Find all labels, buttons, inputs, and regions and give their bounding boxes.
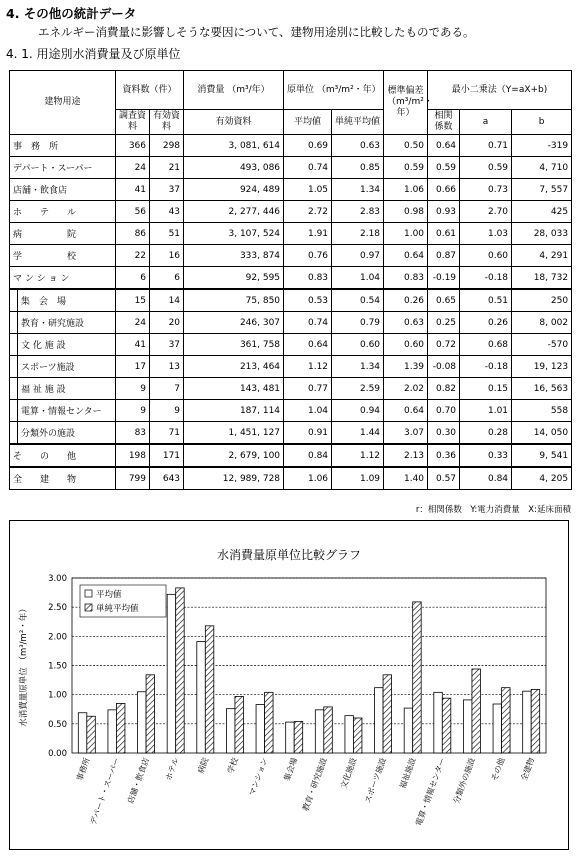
bar-average <box>138 692 147 753</box>
table-row <box>10 444 572 467</box>
cell-avg: 1.91 <box>284 223 332 245</box>
cell-simple: 1.12 <box>332 444 384 467</box>
header-lsq: 最小二乗法（Y=aX+b) <box>428 71 572 110</box>
cell-consumption: 2, 679, 100 <box>184 444 284 467</box>
cell-a: -0.18 <box>460 356 512 378</box>
cell-valid: 14 <box>150 289 184 312</box>
bar-average <box>286 722 295 753</box>
legend-swatch <box>85 604 92 611</box>
header-use: 建物用途 <box>10 71 116 135</box>
cell-b: 28, 033 <box>512 223 572 245</box>
cell-simple: 2.83 <box>332 201 384 223</box>
cell-r: 0.30 <box>428 422 460 445</box>
cell-b: 425 <box>512 201 572 223</box>
cell-surveyed: 22 <box>116 245 150 267</box>
group-indent <box>10 378 18 400</box>
bar-average <box>434 692 443 753</box>
cell-surveyed: 83 <box>116 422 150 445</box>
y-tick-label: 0.00 <box>48 749 67 759</box>
cell-surveyed: 198 <box>116 444 150 467</box>
cell-r: 0.82 <box>428 378 460 400</box>
table-row <box>10 223 572 245</box>
cell-avg: 0.76 <box>284 245 332 267</box>
cell-a: 0.84 <box>460 467 512 490</box>
header-average: 平均値 <box>284 110 332 135</box>
table-row <box>10 467 572 490</box>
legend-swatch <box>85 590 92 597</box>
cell-sd: 1.00 <box>384 223 428 245</box>
bar-average <box>226 709 235 753</box>
cell-a: 2.70 <box>460 201 512 223</box>
bar-simple-average <box>353 718 362 753</box>
cell-consumption: 361, 758 <box>184 334 284 356</box>
header-valid-data: 有効資料 <box>184 110 284 135</box>
cell-avg: 1.04 <box>284 400 332 422</box>
bar-simple-average <box>146 675 155 753</box>
bar-simple-average <box>176 588 185 753</box>
cell-a: 0.51 <box>460 289 512 312</box>
header-simple-average: 単純平均値 <box>332 110 384 135</box>
y-tick-label: 2.00 <box>48 632 67 643</box>
y-tick-label: 0.50 <box>48 719 67 730</box>
group-indent <box>10 400 18 422</box>
bar-average <box>256 705 265 753</box>
table-row <box>10 422 572 445</box>
cell-b: 4, 291 <box>512 245 572 267</box>
cell-a: 1.01 <box>460 400 512 422</box>
table-row <box>10 179 572 201</box>
x-tick-label: マンション <box>247 756 270 797</box>
cell-r: 0.66 <box>428 179 460 201</box>
cell-consumption: 924, 489 <box>184 179 284 201</box>
cell-consumption: 3, 107, 524 <box>184 223 284 245</box>
cell-valid: 16 <box>150 245 184 267</box>
cell-avg: 0.74 <box>284 157 332 179</box>
cell-valid: 7 <box>150 378 184 400</box>
x-tick-label: 全建物 <box>519 756 537 783</box>
bar-simple-average <box>205 626 214 753</box>
cell-b: 7, 557 <box>512 179 572 201</box>
cell-r: 0.65 <box>428 289 460 312</box>
cell-a: 0.15 <box>460 378 512 400</box>
cell-valid: 37 <box>150 334 184 356</box>
cell-avg: 0.53 <box>284 289 332 312</box>
cell-a: 0.60 <box>460 245 512 267</box>
cell-r: 0.93 <box>428 201 460 223</box>
cell-avg: 0.77 <box>284 378 332 400</box>
header-correlation: 相関係数 <box>428 110 460 135</box>
header-b: b <box>512 110 572 135</box>
bar-simple-average <box>413 602 422 753</box>
row-label: 事 務 所 <box>10 135 116 157</box>
x-tick-label: 病院 <box>196 756 211 775</box>
cell-simple: 1.34 <box>332 356 384 378</box>
bar-chart <box>10 521 568 849</box>
cell-valid: 51 <box>150 223 184 245</box>
cell-simple: 0.60 <box>332 334 384 356</box>
table-row <box>10 267 572 290</box>
header-intensity: 原単位 （m³/m²・年） <box>284 71 384 110</box>
cell-r: -0.08 <box>428 356 460 378</box>
row-label: 全 建 物 <box>10 467 116 490</box>
cell-avg: 1.12 <box>284 356 332 378</box>
x-tick-label: ホテル <box>164 756 181 782</box>
group-indent <box>10 356 18 378</box>
bar-average <box>197 642 206 753</box>
cell-consumption: 1, 451, 127 <box>184 422 284 445</box>
cell-b: 8, 002 <box>512 312 572 334</box>
table-row <box>10 201 572 223</box>
row-label: 学 校 <box>10 245 116 267</box>
header-valid: 有効資料 <box>150 110 184 135</box>
cell-simple: 2.18 <box>332 223 384 245</box>
bar-simple-average <box>383 675 392 753</box>
cell-simple: 1.44 <box>332 422 384 445</box>
table-row <box>10 289 572 312</box>
cell-consumption: 12, 989, 728 <box>184 467 284 490</box>
x-tick-label: 文化施設 <box>338 756 359 790</box>
cell-avg: 0.69 <box>284 135 332 157</box>
cell-valid: 9 <box>150 400 184 422</box>
header-surveyed: 調査資料 <box>116 110 150 135</box>
cell-valid: 171 <box>150 444 184 467</box>
cell-surveyed: 41 <box>116 334 150 356</box>
x-tick-label: 電算・情報センター <box>414 756 448 828</box>
row-label: デパート・スーパー <box>10 157 116 179</box>
cell-surveyed: 366 <box>116 135 150 157</box>
cell-sd: 0.98 <box>384 201 428 223</box>
subsection-heading: 4. 1. 用途別水消費量及び原単位 <box>6 47 181 61</box>
cell-valid: 21 <box>150 157 184 179</box>
cell-simple: 0.79 <box>332 312 384 334</box>
row-label: 文 化 施 設 <box>18 334 116 356</box>
bar-average <box>315 710 324 753</box>
cell-avg: 0.91 <box>284 422 332 445</box>
table-row <box>10 245 572 267</box>
cell-a: 0.71 <box>460 135 512 157</box>
row-label: ホ テ ル <box>10 201 116 223</box>
bar-simple-average <box>265 692 274 753</box>
cell-valid: 43 <box>150 201 184 223</box>
cell-sd: 1.06 <box>384 179 428 201</box>
x-tick-label: 事務所 <box>75 756 92 783</box>
x-tick-label: 分類外の施設 <box>451 756 477 805</box>
cell-sd: 0.64 <box>384 245 428 267</box>
bar-simple-average <box>472 669 481 753</box>
cell-a: 0.26 <box>460 312 512 334</box>
row-label: 電算・情報センター <box>18 400 116 422</box>
cell-sd: 1.40 <box>384 467 428 490</box>
cell-avg: 0.83 <box>284 267 332 290</box>
cell-surveyed: 9 <box>116 400 150 422</box>
cell-a: 0.59 <box>460 157 512 179</box>
cell-r: 0.87 <box>428 245 460 267</box>
cell-a: -0.18 <box>460 267 512 290</box>
cell-sd: 0.64 <box>384 400 428 422</box>
cell-simple: 2.59 <box>332 378 384 400</box>
cell-b: 4, 710 <box>512 157 572 179</box>
table-row <box>10 356 572 378</box>
cell-sd: 0.83 <box>384 267 428 290</box>
row-label: スポーツ施設 <box>18 356 116 378</box>
cell-valid: 13 <box>150 356 184 378</box>
cell-b: -570 <box>512 334 572 356</box>
bar-simple-average <box>116 703 125 753</box>
y-tick-label: 1.00 <box>48 690 67 701</box>
x-tick-label: 福祉施設 <box>398 756 418 790</box>
bar-simple-average <box>502 688 511 753</box>
y-tick-label: 3.00 <box>48 574 67 584</box>
bar-simple-average <box>531 689 540 753</box>
cell-surveyed: 56 <box>116 201 150 223</box>
bar-average <box>167 594 176 753</box>
row-label: 分類外の施設 <box>18 422 116 445</box>
cell-avg: 0.84 <box>284 444 332 467</box>
cell-b: 9, 541 <box>512 444 572 467</box>
group-indent <box>10 312 18 334</box>
cell-sd: 0.26 <box>384 289 428 312</box>
bar-average <box>463 700 472 753</box>
cell-surveyed: 9 <box>116 378 150 400</box>
group-indent <box>10 334 18 356</box>
cell-avg: 0.74 <box>284 312 332 334</box>
y-axis-label: 水消費量原単位 （m³/m²・年） <box>19 604 29 727</box>
cell-consumption: 143, 481 <box>184 378 284 400</box>
cell-consumption: 3, 081, 614 <box>184 135 284 157</box>
cell-b: 18, 732 <box>512 267 572 290</box>
bar-average <box>523 691 532 753</box>
cell-sd: 1.39 <box>384 356 428 378</box>
cell-simple: 0.85 <box>332 157 384 179</box>
cell-avg: 2.72 <box>284 201 332 223</box>
table-row <box>10 334 572 356</box>
cell-avg: 1.05 <box>284 179 332 201</box>
bar-simple-average <box>442 698 451 753</box>
section-heading: 4. その他の統計データ <box>6 6 137 21</box>
cell-valid: 298 <box>150 135 184 157</box>
bar-average <box>493 704 502 753</box>
chart-frame <box>9 520 569 850</box>
x-tick-label: 店舗・飲食店 <box>126 756 151 805</box>
cell-r: -0.19 <box>428 267 460 290</box>
cell-b: 16, 563 <box>512 378 572 400</box>
cell-surveyed: 15 <box>116 289 150 312</box>
cell-consumption: 246, 307 <box>184 312 284 334</box>
x-tick-label: 学校 <box>225 756 240 775</box>
cell-b: 558 <box>512 400 572 422</box>
header-consumption: 消費量 （m³/年） <box>184 71 284 110</box>
row-label: 店舗・飲食店 <box>10 179 116 201</box>
bar-average <box>78 713 87 753</box>
bar-average <box>345 716 354 753</box>
group-indent <box>10 289 18 312</box>
cell-sd: 2.13 <box>384 444 428 467</box>
water-consumption-table <box>9 70 572 490</box>
cell-a: 1.03 <box>460 223 512 245</box>
cell-simple: 1.04 <box>332 267 384 290</box>
table-row <box>10 400 572 422</box>
cell-valid: 71 <box>150 422 184 445</box>
cell-surveyed: 24 <box>116 157 150 179</box>
cell-b: -319 <box>512 135 572 157</box>
cell-surveyed: 6 <box>116 267 150 290</box>
cell-simple: 1.09 <box>332 467 384 490</box>
x-tick-label: 教育・研究施設 <box>301 756 329 813</box>
cell-consumption: 493, 086 <box>184 157 284 179</box>
cell-r: 0.72 <box>428 334 460 356</box>
y-tick-label: 2.50 <box>48 603 67 614</box>
bar-simple-average <box>87 716 96 753</box>
cell-b: 14, 050 <box>512 422 572 445</box>
bar-average <box>404 708 413 753</box>
row-label: 病 院 <box>10 223 116 245</box>
cell-surveyed: 41 <box>116 179 150 201</box>
cell-consumption: 2, 277, 446 <box>184 201 284 223</box>
cell-consumption: 75, 850 <box>184 289 284 312</box>
header-a: a <box>460 110 512 135</box>
row-label: マ ン シ ョ ン <box>10 267 116 290</box>
cell-sd: 0.50 <box>384 135 428 157</box>
cell-sd: 3.07 <box>384 422 428 445</box>
x-tick-label: その他 <box>489 756 507 783</box>
bar-average <box>375 688 384 753</box>
bar-simple-average <box>235 696 244 753</box>
bar-simple-average <box>324 707 333 753</box>
cell-consumption: 333, 874 <box>184 245 284 267</box>
cell-simple: 0.94 <box>332 400 384 422</box>
cell-consumption: 187, 114 <box>184 400 284 422</box>
legend-label: 単純平均値 <box>96 604 139 614</box>
cell-surveyed: 86 <box>116 223 150 245</box>
cell-r: 0.64 <box>428 135 460 157</box>
cell-simple: 0.63 <box>332 135 384 157</box>
cell-a: 0.33 <box>460 444 512 467</box>
cell-valid: 20 <box>150 312 184 334</box>
cell-surveyed: 24 <box>116 312 150 334</box>
cell-simple: 1.34 <box>332 179 384 201</box>
header-stddev: 標準偏差 （m³/m²・年） <box>384 71 428 135</box>
table-footnote: r：相関係数 Y:電力消費量 X:延床面積 <box>415 505 571 515</box>
cell-b: 19, 123 <box>512 356 572 378</box>
table-row <box>10 135 572 157</box>
legend-label: 平均値 <box>96 590 122 600</box>
x-tick-label: デパート・スーパー <box>88 756 122 827</box>
cell-r: 0.57 <box>428 467 460 490</box>
table-row <box>10 378 572 400</box>
cell-simple: 0.54 <box>332 289 384 312</box>
row-label: 集 会 場 <box>18 289 116 312</box>
cell-valid: 643 <box>150 467 184 490</box>
cell-avg: 0.64 <box>284 334 332 356</box>
cell-surveyed: 799 <box>116 467 150 490</box>
cell-valid: 37 <box>150 179 184 201</box>
cell-a: 0.68 <box>460 334 512 356</box>
cell-r: 0.70 <box>428 400 460 422</box>
table-row <box>10 157 572 179</box>
table-row <box>10 312 572 334</box>
bar-simple-average <box>294 722 303 754</box>
cell-valid: 6 <box>150 267 184 290</box>
cell-consumption: 92, 595 <box>184 267 284 290</box>
cell-r: 0.36 <box>428 444 460 467</box>
cell-a: 0.73 <box>460 179 512 201</box>
cell-r: 0.59 <box>428 157 460 179</box>
chart-title: 水消費量原単位比較グラフ <box>216 548 362 562</box>
row-label: 福 祉 施 設 <box>18 378 116 400</box>
row-label: 教育・研究施設 <box>18 312 116 334</box>
cell-sd: 0.60 <box>384 334 428 356</box>
header-data-count: 資料数（件） <box>116 71 184 110</box>
group-indent <box>10 422 18 445</box>
intro-text: エネルギー消費量に影響しそうな要因について、建物用途別に比較したものである。 <box>38 25 475 39</box>
x-tick-label: 集会場 <box>282 756 300 783</box>
cell-sd: 0.59 <box>384 157 428 179</box>
cell-sd: 0.63 <box>384 312 428 334</box>
cell-r: 0.25 <box>428 312 460 334</box>
cell-surveyed: 17 <box>116 356 150 378</box>
cell-b: 4, 205 <box>512 467 572 490</box>
y-tick-label: 1.50 <box>48 661 67 672</box>
cell-a: 0.28 <box>460 422 512 445</box>
cell-simple: 0.97 <box>332 245 384 267</box>
cell-sd: 2.02 <box>384 378 428 400</box>
cell-avg: 1.06 <box>284 467 332 490</box>
cell-consumption: 213, 464 <box>184 356 284 378</box>
cell-r: 0.61 <box>428 223 460 245</box>
cell-b: 250 <box>512 289 572 312</box>
bar-average <box>108 710 117 753</box>
row-label: そ の 他 <box>10 444 116 467</box>
table-body <box>10 135 572 490</box>
x-tick-label: スポーツ施設 <box>363 756 388 805</box>
